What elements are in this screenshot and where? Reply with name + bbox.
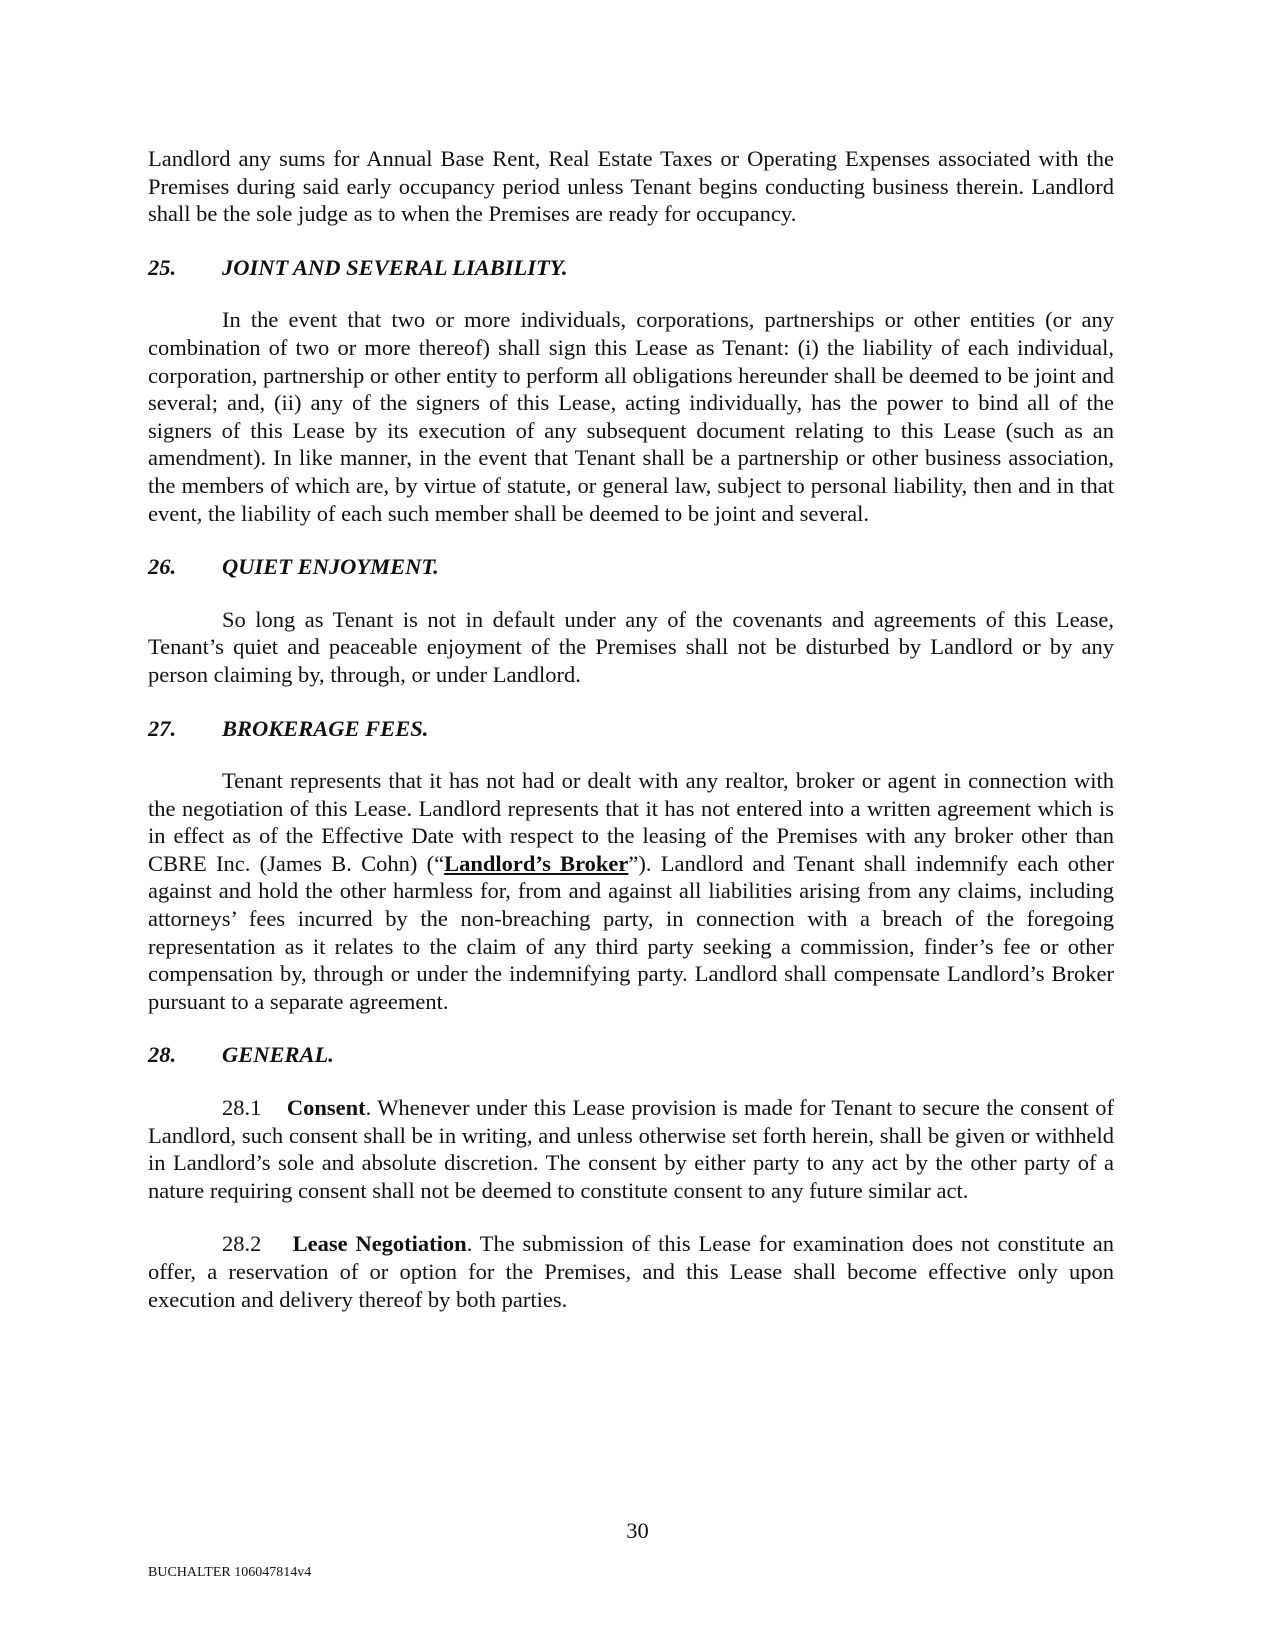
section-25-body: In the event that two or more individuals, corporations, partnerships or other entities (or any combination of two or more thereof) shall sign this Lease as Tenant: (i) the liability of each individual, corporation, partnership or other entity to perform all obligations hereunder shall be deemed to be joint and several; and, (ii) any of the signers of this Lease, acting individually, has the power to bind all of the signers of this Lease by its execution of any subsequent document relating to this Lease (such as an amendment). In like manner, in the event that Tenant shall be a partnership or other business association, the members of which are, by virtue of statute, or general law, subject to personal liability, then and in that event, the liability of each such member shall be deemed to be joint and several. <box>148 307 1114 526</box>
section-28-heading <box>148 1041 1114 1069</box>
subsection-28-2-label: Lease Negotiation <box>292 1231 467 1257</box>
section-27-number: 27. <box>148 715 177 741</box>
section-26-number: 26. <box>148 554 177 580</box>
subsection-28-2-number: 28.2 <box>222 1231 262 1257</box>
section-26-title: QUIET ENJOYMENT. <box>222 554 439 580</box>
page-number: 30 <box>626 1518 649 1543</box>
section-27-title: BROKERAGE FEES. <box>222 715 429 741</box>
defined-term-landlords-broker: Landlord’s Broker <box>444 850 629 876</box>
section-25-number: 25. <box>148 254 177 280</box>
section-25-heading <box>148 254 1114 282</box>
section-28-title: GENERAL. <box>222 1042 334 1068</box>
intro-paragraph: Landlord any sums for Annual Base Rent, Real Estate Taxes or Operating Expenses associated with the Premises during said early occupancy period unless Tenant begins conducting business therein. Landlord shall be the sole judge as to when the Premises are ready for occupancy. <box>148 146 1114 227</box>
subsection-28-1 <box>148 1094 1114 1204</box>
document-page <box>148 145 1114 1313</box>
section-26-heading <box>148 553 1114 581</box>
section-25-title: JOINT AND SEVERAL LIABILITY. <box>222 254 568 280</box>
section-26-body: So long as Tenant is not in default under any of the covenants and agreements of this Lease, Tenant’s quiet and peaceable enjoyment of the Premises shall not be disturbed by Landlord or by any person claiming by, through, or under Landlord. <box>148 606 1114 687</box>
subsection-28-2 <box>148 1230 1114 1313</box>
subsection-28-1-label: Consent <box>286 1095 366 1121</box>
section-27-body-part-1: Tenant represents that it has not had or dealt with any realtor, broker or agent in connection with the negotiation of this Lease. Landlord represents that it has not entered into a written agreement which is in effect as of the Effective Date with respect to the leasing of the Premises with any broker other than CBRE Inc. (James B. Cohn) (“ <box>148 768 1114 876</box>
section-27-body-part-2: ”). Landlord and Tenant shall indemnify each other against and hold the other harmless for, from and against all liabilities arising from any claims, including attorneys’ fees incurred by the non-breaching party, in connection with a breach of the foregoing representation as it relates to the claim of any third party seeking a commission, finder’s fee or other compensation by, through or under the indemnifying party. Landlord shall compensate Landlord’s Broker pursuant to a separate agreement. <box>148 850 1114 1014</box>
subsection-28-2-body: . The submission of this Lease for examination does not constitute an offer, a reservation of or option for the Premises, and this Lease shall become effective only upon execution and delivery thereof by both parties. <box>148 1231 1114 1312</box>
section-27-heading <box>148 715 1114 743</box>
section-27-body <box>148 767 1114 1015</box>
document-id: BUCHALTER 106047814v4 <box>148 1565 312 1580</box>
subsection-28-1-body: . Whenever under this Lease provision is made for Tenant to secure the consent of Landlord, such consent shall be in writing, and unless otherwise set forth herein, shall be given or withheld in Landlord’s sole and absolute discretion. The consent by either party to any act by the other party of a nature requiring consent shall not be deemed to constitute consent to any future similar act. <box>148 1095 1114 1203</box>
section-28-number: 28. <box>148 1042 177 1068</box>
subsection-28-1-number: 28.1 <box>222 1095 262 1121</box>
